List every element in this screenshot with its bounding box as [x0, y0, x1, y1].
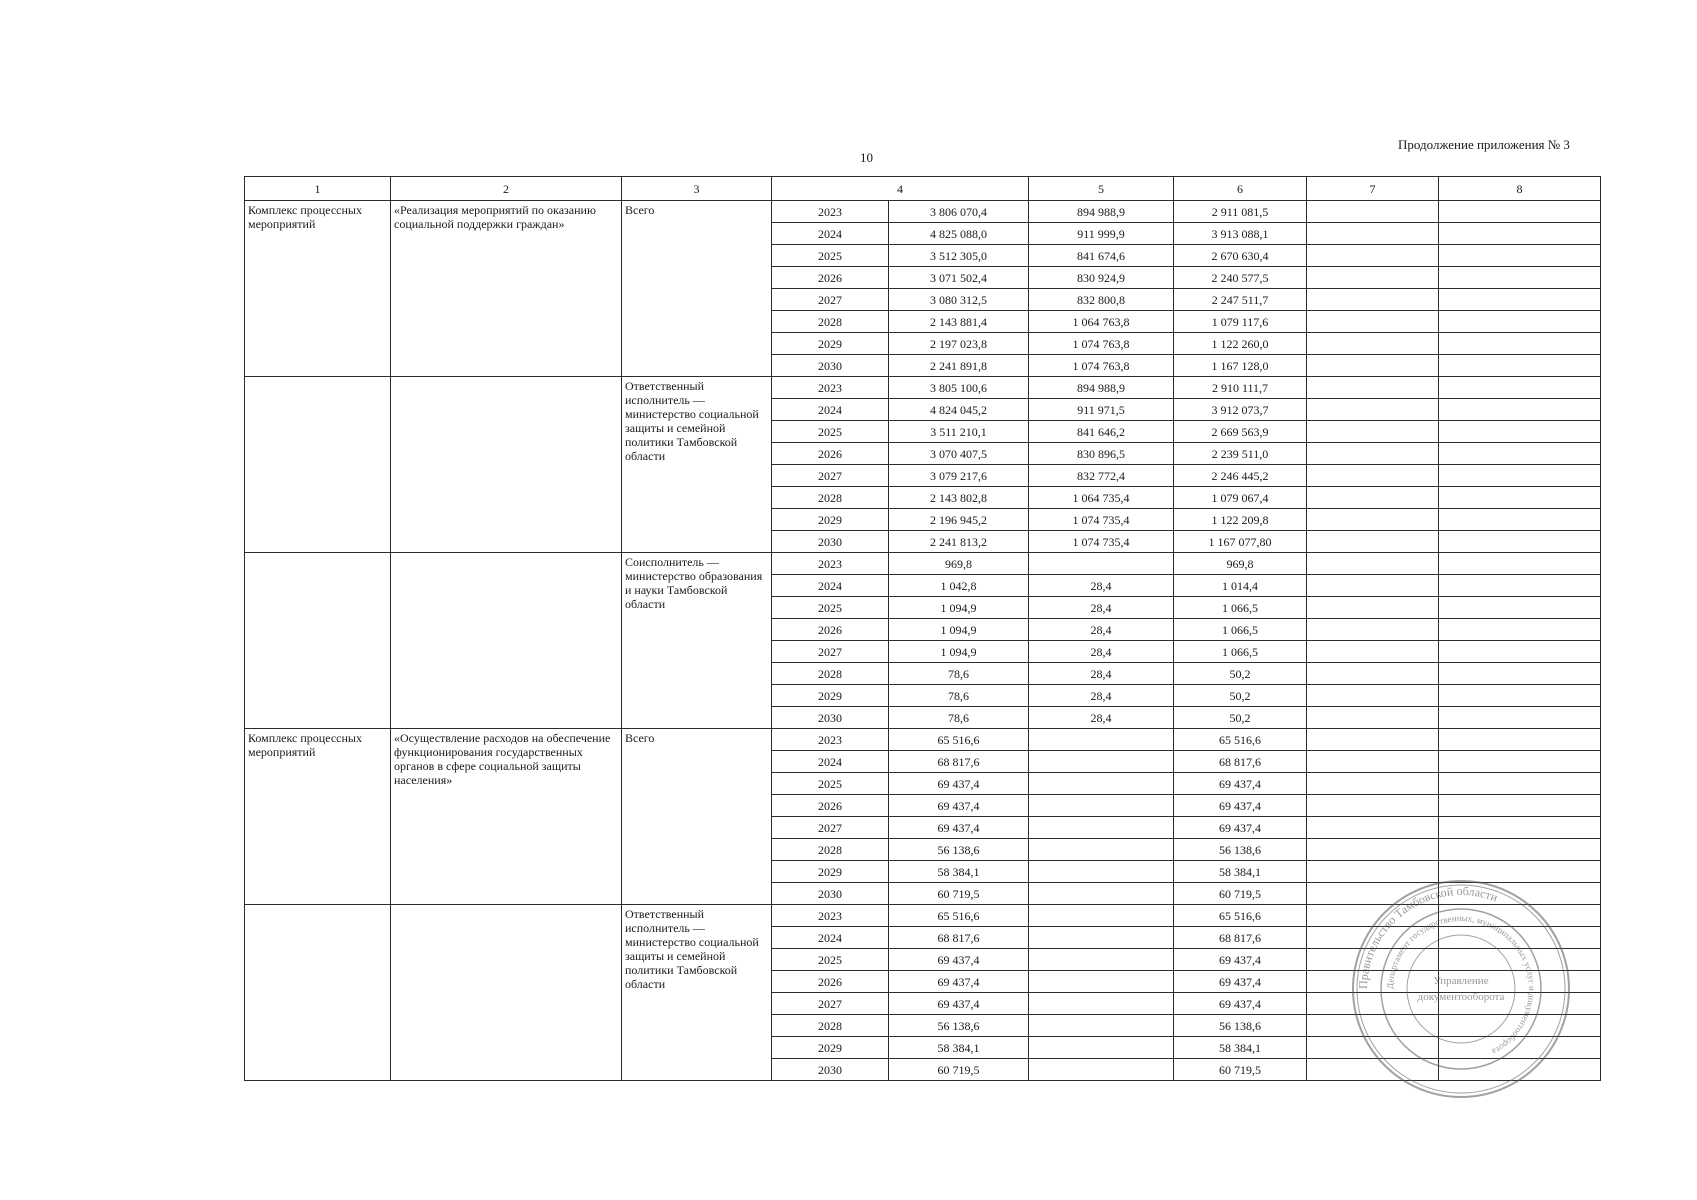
- col6-cell: 69 437,4: [1174, 795, 1307, 817]
- col5-cell: 1 074 735,4: [1029, 531, 1174, 553]
- year-cell: 2026: [772, 971, 889, 993]
- total-cell: 3 806 070,4: [889, 201, 1029, 223]
- col7-cell: [1307, 817, 1439, 839]
- col8-cell: [1439, 575, 1601, 597]
- col6-cell: 69 437,4: [1174, 817, 1307, 839]
- row-label-executor: Ответственный исполнитель — министерство социальной защиты и семейной политики Тамбовской области: [622, 905, 772, 1081]
- col8-cell: [1439, 333, 1601, 355]
- year-cell: 2025: [772, 597, 889, 619]
- year-cell: 2028: [772, 663, 889, 685]
- col8-cell: [1439, 817, 1601, 839]
- official-seal-stamp: [1348, 876, 1574, 1102]
- year-cell: 2030: [772, 1059, 889, 1081]
- col5-cell: 28,4: [1029, 685, 1174, 707]
- header-col-3: 3: [622, 177, 772, 201]
- total-cell: 60 719,5: [889, 883, 1029, 905]
- col5-cell: 832 772,4: [1029, 465, 1174, 487]
- total-cell: 56 138,6: [889, 1015, 1029, 1037]
- col5-cell: 841 646,2: [1029, 421, 1174, 443]
- header-col-5: 5: [1029, 177, 1174, 201]
- col7-cell: [1307, 641, 1439, 663]
- col6-cell: 60 719,5: [1174, 1059, 1307, 1081]
- year-cell: 2023: [772, 201, 889, 223]
- col6-cell: 68 817,6: [1174, 751, 1307, 773]
- col6-cell: 2 247 511,7: [1174, 289, 1307, 311]
- year-cell: 2026: [772, 443, 889, 465]
- total-cell: 3 512 305,0: [889, 245, 1029, 267]
- year-cell: 2023: [772, 377, 889, 399]
- total-cell: 3 805 100,6: [889, 377, 1029, 399]
- col5-cell: 894 988,9: [1029, 377, 1174, 399]
- year-cell: 2028: [772, 311, 889, 333]
- header-col-4: 4: [772, 177, 1029, 201]
- col8-cell: [1439, 289, 1601, 311]
- col8-cell: [1439, 641, 1601, 663]
- year-cell: 2024: [772, 927, 889, 949]
- year-cell: 2024: [772, 399, 889, 421]
- table-row: [245, 553, 1601, 575]
- year-cell: 2025: [772, 421, 889, 443]
- header-col-7: 7: [1307, 177, 1439, 201]
- col5-cell: [1029, 1015, 1174, 1037]
- year-cell: 2029: [772, 685, 889, 707]
- row-label-type: [245, 905, 391, 1081]
- col7-cell: [1307, 355, 1439, 377]
- col8-cell: [1439, 223, 1601, 245]
- col6-cell: 65 516,6: [1174, 729, 1307, 751]
- year-cell: 2023: [772, 729, 889, 751]
- col5-cell: [1029, 949, 1174, 971]
- col6-cell: 1 066,5: [1174, 619, 1307, 641]
- year-cell: 2028: [772, 1015, 889, 1037]
- total-cell: 2 241 891,8: [889, 355, 1029, 377]
- year-cell: 2026: [772, 795, 889, 817]
- col5-cell: 830 896,5: [1029, 443, 1174, 465]
- total-cell: 3 070 407,5: [889, 443, 1029, 465]
- col5-cell: [1029, 839, 1174, 861]
- total-cell: 1 094,9: [889, 641, 1029, 663]
- col6-cell: 56 138,6: [1174, 1015, 1307, 1037]
- col5-cell: 28,4: [1029, 663, 1174, 685]
- col8-cell: [1439, 773, 1601, 795]
- col7-cell: [1307, 443, 1439, 465]
- col6-cell: 65 516,6: [1174, 905, 1307, 927]
- row-label-executor: Соисполнитель — министерство образования и науки Тамбовской области: [622, 553, 772, 729]
- col5-cell: [1029, 729, 1174, 751]
- col7-cell: [1307, 487, 1439, 509]
- year-cell: 2024: [772, 751, 889, 773]
- col5-cell: [1029, 795, 1174, 817]
- col5-cell: [1029, 971, 1174, 993]
- col8-cell: [1439, 465, 1601, 487]
- col7-cell: [1307, 333, 1439, 355]
- col5-cell: [1029, 883, 1174, 905]
- col5-cell: 830 924,9: [1029, 267, 1174, 289]
- seal-center-line-1: Управление: [1433, 975, 1489, 987]
- col5-cell: 28,4: [1029, 597, 1174, 619]
- col7-cell: [1307, 707, 1439, 729]
- seal-inner-text: Департамент государственных, муниципальных услуг и документооборота: [1384, 912, 1538, 1057]
- row-label-title: [391, 377, 622, 553]
- col5-cell: 28,4: [1029, 575, 1174, 597]
- col5-cell: 894 988,9: [1029, 201, 1174, 223]
- col8-cell: [1439, 377, 1601, 399]
- year-cell: 2025: [772, 245, 889, 267]
- col7-cell: [1307, 201, 1439, 223]
- col8-cell: [1439, 311, 1601, 333]
- col7-cell: [1307, 311, 1439, 333]
- col6-cell: 1 079 117,6: [1174, 311, 1307, 333]
- total-cell: 69 437,4: [889, 993, 1029, 1015]
- col6-cell: 2 239 511,0: [1174, 443, 1307, 465]
- year-cell: 2027: [772, 641, 889, 663]
- col8-cell: [1439, 355, 1601, 377]
- col6-cell: 1 167 077,80: [1174, 531, 1307, 553]
- col5-cell: [1029, 905, 1174, 927]
- col8-cell: [1439, 245, 1601, 267]
- col5-cell: 28,4: [1029, 619, 1174, 641]
- year-cell: 2030: [772, 531, 889, 553]
- row-label-type: Комплекс процессных мероприятий: [245, 729, 391, 905]
- col6-cell: 68 817,6: [1174, 927, 1307, 949]
- year-cell: 2028: [772, 487, 889, 509]
- seal-center-line-2: документооборота: [1417, 991, 1505, 1003]
- total-cell: 3 511 210,1: [889, 421, 1029, 443]
- col7-cell: [1307, 839, 1439, 861]
- row-label-title: [391, 553, 622, 729]
- col6-cell: 50,2: [1174, 685, 1307, 707]
- col8-cell: [1439, 487, 1601, 509]
- total-cell: 69 437,4: [889, 795, 1029, 817]
- col5-cell: 841 674,6: [1029, 245, 1174, 267]
- col7-cell: [1307, 575, 1439, 597]
- col7-cell: [1307, 399, 1439, 421]
- col8-cell: [1439, 399, 1601, 421]
- col5-cell: 1 074 763,8: [1029, 355, 1174, 377]
- col6-cell: 69 437,4: [1174, 773, 1307, 795]
- col6-cell: 3 913 088,1: [1174, 223, 1307, 245]
- col7-cell: [1307, 509, 1439, 531]
- col5-cell: 1 074 763,8: [1029, 333, 1174, 355]
- row-label-title: «Осуществление расходов на обеспечение функционирования государственных органов в сфере социальной защиты населения»: [391, 729, 622, 905]
- year-cell: 2026: [772, 267, 889, 289]
- col8-cell: [1439, 267, 1601, 289]
- col7-cell: [1307, 663, 1439, 685]
- year-cell: 2027: [772, 817, 889, 839]
- total-cell: 4 824 045,2: [889, 399, 1029, 421]
- col5-cell: [1029, 817, 1174, 839]
- col6-cell: 1 066,5: [1174, 641, 1307, 663]
- col6-cell: 60 719,5: [1174, 883, 1307, 905]
- total-cell: 68 817,6: [889, 751, 1029, 773]
- col5-cell: [1029, 773, 1174, 795]
- total-cell: 56 138,6: [889, 839, 1029, 861]
- col8-cell: [1439, 795, 1601, 817]
- year-cell: 2030: [772, 355, 889, 377]
- total-cell: 2 196 945,2: [889, 509, 1029, 531]
- total-cell: 1 042,8: [889, 575, 1029, 597]
- col5-cell: 832 800,8: [1029, 289, 1174, 311]
- col5-cell: 911 971,5: [1029, 399, 1174, 421]
- col6-cell: 58 384,1: [1174, 861, 1307, 883]
- year-cell: 2030: [772, 883, 889, 905]
- year-cell: 2026: [772, 619, 889, 641]
- row-label-title: [391, 905, 622, 1081]
- col7-cell: [1307, 465, 1439, 487]
- col7-cell: [1307, 289, 1439, 311]
- row-label-type: Комплекс процессных мероприятий: [245, 201, 391, 377]
- total-cell: 69 437,4: [889, 949, 1029, 971]
- year-cell: 2027: [772, 289, 889, 311]
- year-cell: 2023: [772, 553, 889, 575]
- year-cell: 2027: [772, 993, 889, 1015]
- col7-cell: [1307, 553, 1439, 575]
- table-row: [245, 729, 1601, 751]
- col8-cell: [1439, 839, 1601, 861]
- total-cell: 58 384,1: [889, 861, 1029, 883]
- col7-cell: [1307, 597, 1439, 619]
- table-row: [245, 377, 1601, 399]
- col5-cell: 1 074 735,4: [1029, 509, 1174, 531]
- col5-cell: 1 064 763,8: [1029, 311, 1174, 333]
- col8-cell: [1439, 707, 1601, 729]
- col8-cell: [1439, 509, 1601, 531]
- total-cell: 2 241 813,2: [889, 531, 1029, 553]
- col7-cell: [1307, 729, 1439, 751]
- col6-cell: 2 246 445,2: [1174, 465, 1307, 487]
- col5-cell: 28,4: [1029, 707, 1174, 729]
- col8-cell: [1439, 663, 1601, 685]
- total-cell: 68 817,6: [889, 927, 1029, 949]
- header-col-8: 8: [1439, 177, 1601, 201]
- row-label-type: [245, 553, 391, 729]
- total-cell: 3 079 217,6: [889, 465, 1029, 487]
- total-cell: 969,8: [889, 553, 1029, 575]
- col5-cell: [1029, 1037, 1174, 1059]
- col6-cell: 3 912 073,7: [1174, 399, 1307, 421]
- col6-cell: 69 437,4: [1174, 971, 1307, 993]
- total-cell: 78,6: [889, 707, 1029, 729]
- col8-cell: [1439, 443, 1601, 465]
- col7-cell: [1307, 421, 1439, 443]
- total-cell: 69 437,4: [889, 817, 1029, 839]
- year-cell: 2025: [772, 773, 889, 795]
- row-label-executor: Ответственный исполнитель — министерство социальной защиты и семейной политики Тамбовской области: [622, 377, 772, 553]
- row-label-executor: Всего: [622, 729, 772, 905]
- total-cell: 69 437,4: [889, 971, 1029, 993]
- col6-cell: 1 122 209,8: [1174, 509, 1307, 531]
- col6-cell: 2 911 081,5: [1174, 201, 1307, 223]
- col7-cell: [1307, 685, 1439, 707]
- total-cell: 78,6: [889, 663, 1029, 685]
- col8-cell: [1439, 685, 1601, 707]
- col7-cell: [1307, 795, 1439, 817]
- total-cell: 65 516,6: [889, 905, 1029, 927]
- col6-cell: 1 167 128,0: [1174, 355, 1307, 377]
- col6-cell: 50,2: [1174, 663, 1307, 685]
- col6-cell: 1 122 260,0: [1174, 333, 1307, 355]
- header-row: [245, 177, 1601, 201]
- col6-cell: 58 384,1: [1174, 1037, 1307, 1059]
- header-col-6: 6: [1174, 177, 1307, 201]
- total-cell: 4 825 088,0: [889, 223, 1029, 245]
- col6-cell: 2 910 111,7: [1174, 377, 1307, 399]
- total-cell: 65 516,6: [889, 729, 1029, 751]
- year-cell: 2028: [772, 839, 889, 861]
- col7-cell: [1307, 245, 1439, 267]
- year-cell: 2024: [772, 223, 889, 245]
- total-cell: 1 094,9: [889, 597, 1029, 619]
- total-cell: 2 143 881,4: [889, 311, 1029, 333]
- col6-cell: 50,2: [1174, 707, 1307, 729]
- total-cell: 3 071 502,4: [889, 267, 1029, 289]
- page-number: 10: [860, 150, 873, 165]
- total-cell: 69 437,4: [889, 773, 1029, 795]
- total-cell: 60 719,5: [889, 1059, 1029, 1081]
- col8-cell: [1439, 421, 1601, 443]
- header-col-2: 2: [391, 177, 622, 201]
- col8-cell: [1439, 201, 1601, 223]
- row-label-executor: Всего: [622, 201, 772, 377]
- year-cell: 2025: [772, 949, 889, 971]
- year-cell: 2029: [772, 333, 889, 355]
- col5-cell: [1029, 861, 1174, 883]
- col7-cell: [1307, 377, 1439, 399]
- col5-cell: 28,4: [1029, 641, 1174, 663]
- total-cell: 58 384,1: [889, 1037, 1029, 1059]
- year-cell: 2023: [772, 905, 889, 927]
- col8-cell: [1439, 619, 1601, 641]
- row-label-type: [245, 377, 391, 553]
- col7-cell: [1307, 267, 1439, 289]
- table-row: [245, 201, 1601, 223]
- col6-cell: 969,8: [1174, 553, 1307, 575]
- col5-cell: [1029, 1059, 1174, 1081]
- row-label-title: «Реализация мероприятий по оказанию социальной поддержки граждан»: [391, 201, 622, 377]
- header-col-1: 1: [245, 177, 391, 201]
- total-cell: 78,6: [889, 685, 1029, 707]
- year-cell: 2030: [772, 707, 889, 729]
- col6-cell: 69 437,4: [1174, 993, 1307, 1015]
- seal-outer-text: Правительство Тамбовской области: [1355, 883, 1500, 990]
- col8-cell: [1439, 729, 1601, 751]
- col5-cell: [1029, 553, 1174, 575]
- year-cell: 2024: [772, 575, 889, 597]
- col8-cell: [1439, 597, 1601, 619]
- year-cell: 2029: [772, 861, 889, 883]
- col6-cell: 2 670 630,4: [1174, 245, 1307, 267]
- year-cell: 2027: [772, 465, 889, 487]
- col7-cell: [1307, 751, 1439, 773]
- col5-cell: 1 064 735,4: [1029, 487, 1174, 509]
- col6-cell: 56 138,6: [1174, 839, 1307, 861]
- col5-cell: [1029, 927, 1174, 949]
- col5-cell: [1029, 751, 1174, 773]
- col7-cell: [1307, 531, 1439, 553]
- col7-cell: [1307, 773, 1439, 795]
- col6-cell: 1 066,5: [1174, 597, 1307, 619]
- col5-cell: [1029, 993, 1174, 1015]
- year-cell: 2029: [772, 1037, 889, 1059]
- col6-cell: 2 669 563,9: [1174, 421, 1307, 443]
- col6-cell: 1 079 067,4: [1174, 487, 1307, 509]
- total-cell: 3 080 312,5: [889, 289, 1029, 311]
- col5-cell: 911 999,9: [1029, 223, 1174, 245]
- col6-cell: 69 437,4: [1174, 949, 1307, 971]
- year-cell: 2029: [772, 509, 889, 531]
- col6-cell: 2 240 577,5: [1174, 267, 1307, 289]
- col8-cell: [1439, 531, 1601, 553]
- total-cell: 1 094,9: [889, 619, 1029, 641]
- col8-cell: [1439, 553, 1601, 575]
- total-cell: 2 143 802,8: [889, 487, 1029, 509]
- total-cell: 2 197 023,8: [889, 333, 1029, 355]
- appendix-continuation-note: Продолжение приложения № 3: [1398, 137, 1570, 152]
- col7-cell: [1307, 619, 1439, 641]
- col8-cell: [1439, 751, 1601, 773]
- col6-cell: 1 014,4: [1174, 575, 1307, 597]
- col7-cell: [1307, 223, 1439, 245]
